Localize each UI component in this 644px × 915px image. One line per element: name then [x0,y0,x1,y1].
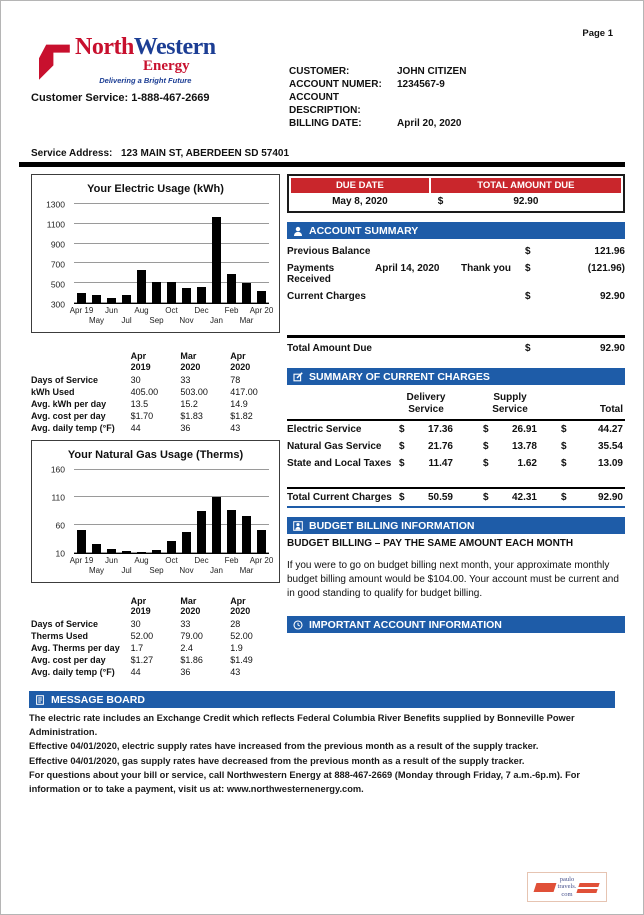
budget-billing-body: If you were to go on budget billing next month, your approximate monthly budget billing amount would be $104.00. Your account must be current and in good standing to qualify for budget billing. [287,560,619,599]
bar-dec [197,287,206,303]
usage-value: $1.83 [180,410,203,421]
usage-value: $1.70 [130,410,154,421]
total-amount-due-row: Total Amount Due $ 92.90 [287,335,625,358]
bar-mar [242,283,251,303]
usage-value: 43 [230,422,241,433]
x-tick-label: Apr 19 [69,306,94,315]
x-tick-label: Nov [179,565,194,575]
bar-slot [149,204,164,303]
x-tick-label: Mar [239,565,254,575]
bar-slot [254,204,269,303]
electric-usage-table [31,350,280,434]
x-tick-label: Jan [210,565,223,575]
usage-row-label: Avg. cost per day [31,655,106,666]
usage-value: 44 [130,422,141,433]
document-icon [35,695,45,705]
usage-row [31,410,280,422]
bar-apr-20 [257,291,266,303]
usage-row-label: Therms Used [31,631,89,642]
current-charges-row: Current Charges $ 92.90 [287,291,625,302]
usage-row [31,666,280,678]
due-date-value: May 8, 2020 [332,196,388,207]
y-tick-label: 1100 [46,218,65,229]
usage-row [31,618,280,630]
usage-row [31,642,280,654]
message-1: The electric rate includes an Exchange Credit which reflects Federal Columbia River Benefits supplied by Bonneville Power Administration. [29,713,575,737]
usage-value: 52.00 [230,631,253,642]
usage-row [31,374,280,386]
bar-slot [104,470,119,553]
usage-row-label: Avg. kWh per day [31,398,107,409]
usage-row [31,654,280,666]
x-tick-label: Oct [165,306,178,315]
x-tick-label: Jul [121,565,132,575]
x-tick-label: Aug [134,555,149,565]
usage-value: 14.9 [230,398,248,409]
usage-col-header: Apr 2020 [230,595,251,617]
header [1,1,643,130]
bar-slot [89,470,104,553]
usage-row-label: Avg. cost per day [31,410,106,421]
usage-col-header: Apr 2019 [130,351,151,372]
person-icon [293,226,303,236]
usage-value: 30 [130,374,141,385]
bar-slot [194,470,209,553]
usage-value: 33 [180,374,191,385]
usage-value: 15.2 [180,398,198,409]
compose-icon [293,372,303,382]
usage-row-label: kWh Used [31,386,75,397]
bar-slot [224,204,239,303]
billing-date-row: BILLING DATE: April 20, 2020 [289,118,462,129]
summary-column [287,174,625,637]
currency-symbol: $ [437,196,444,207]
customer-service-line: Customer Service: 1-888-467-2669 [31,92,210,104]
customer-info [289,65,615,130]
bar-oct [167,282,176,303]
y-tick-label: 60 [55,520,65,531]
message-4: For questions about your bill or service, call Northwestern Energy at 888-467-2669 (Monday through Friday, 7 a.m.-6p.m). For information or to take a payment, visit us at: www.northwesternenergy.com. [29,770,581,794]
bar-feb [227,510,236,553]
bar-slot [149,470,164,553]
x-tick-label: Nov [179,316,194,325]
bar-slot [134,470,149,553]
y-axis-labels [38,464,70,559]
electric-usage-chart [31,174,280,333]
bar-aug [137,270,146,303]
account-description-row: ACCOUNT DESCRIPTION: [289,92,361,116]
usage-value: 79.00 [180,631,203,642]
person-box-icon [293,521,303,531]
gas-usage-chart [31,440,280,583]
usage-value: $1.27 [130,655,154,666]
x-tick-label: Sep [149,565,164,575]
previous-balance-row: Previous Balance $ 121.96 [287,246,625,257]
bar-jul [122,295,131,303]
usage-value: $1.49 [230,655,253,666]
usage-value: 503.00 [180,386,208,397]
bar-sep [152,550,161,553]
bar-slot [164,204,179,303]
usage-row [31,422,280,434]
bars [74,470,269,553]
usage-value: $1.82 [230,410,253,421]
x-tick-label: Dec [194,555,209,565]
usage-value: 1.9 [230,643,243,654]
bar-slot [104,204,119,303]
x-tick-label: May [88,316,105,325]
current-charges-header: SUMMARY OF CURRENT CHARGES [287,368,625,385]
x-axis-labels [69,554,274,580]
x-tick-label: Apr 20 [249,306,274,315]
x-tick-label: May [88,565,105,575]
usage-row [31,630,280,642]
bar-jan [212,497,221,552]
logo-energy: Energy [142,58,190,74]
due-date-table [287,174,625,213]
bar-slot [134,204,149,303]
x-tick-label: Aug [134,306,149,315]
usage-col-header: Apr 2020 [230,351,251,372]
natural-gas-service-row: Natural Gas Service $ 21.76 $ 13.78 $ 35.54 [287,441,623,452]
bar-slot [254,470,269,553]
watermark-shape-right [579,883,600,887]
usage-value: 36 [180,422,191,433]
usage-row [31,386,280,398]
plot-area [74,204,269,304]
usage-value: 44 [130,667,141,678]
usage-row-label: Avg. daily temp (°F) [31,422,115,433]
y-tick-label: 500 [50,278,65,289]
usage-value: 28 [230,619,241,630]
chart-title: Your Electric Usage (kWh) [87,183,224,195]
amount-due-value: $ 92.90 [437,196,539,207]
bar-slot [239,470,254,553]
usage-row-label: Avg. Therms per day [31,643,120,654]
x-tick-label: Jun [105,555,118,565]
bar-may [92,295,101,303]
page-number: Page 1 [582,28,613,39]
usage-value: 2.4 [180,643,193,654]
watermark-text: paulo travels. com [557,875,577,898]
x-axis-labels [69,304,274,330]
bar-feb [227,274,236,303]
usage-row-label: Days of Service [31,374,99,385]
usage-col-header: Mar 2020 [180,351,201,372]
state-local-taxes-row: State and Local Taxes $ 11.47 $ 1.62 $ 13.09 [287,458,623,469]
bar-mar [242,516,251,553]
logo-name: NorthWestern [75,34,216,60]
bar-apr-19 [77,530,86,552]
clock-icon [293,620,303,630]
electric-service-row: Electric Service $ 17.36 $ 26.91 $ 44.27 [287,424,623,435]
y-axis-labels [38,198,70,309]
usage-value: 417.00 [230,386,258,397]
bar-slot [239,204,254,303]
bar-slot [224,470,239,553]
bars [74,204,269,303]
bar-nov [182,288,191,303]
bar-apr-20 [257,530,266,552]
bar-apr-19 [77,293,86,303]
y-tick-label: 700 [50,258,65,269]
usage-col-spacer [31,350,131,374]
y-tick-label: 110 [51,492,65,503]
x-tick-label: Jan [210,316,223,325]
x-tick-label: Apr 19 [69,555,94,565]
account-summary-header: ACCOUNT SUMMARY [287,222,625,239]
bar-slot [179,470,194,553]
bar-oct [167,541,176,553]
x-tick-label: Feb [224,306,239,315]
bar-slot [194,204,209,303]
y-tick-label: 900 [50,238,65,249]
total-current-charges-row: Total Current Charges $ 50.59 $ 42.31 $ 92.90 [287,487,625,508]
x-tick-label: Sep [149,316,164,325]
usage-value: 30 [130,619,141,630]
bar-slot [119,204,134,303]
x-tick-label: Mar [239,316,254,325]
customer-row: CUSTOMER: JOHN CITIZEN [289,66,467,77]
budget-billing-section [287,517,625,601]
budget-billing-header: BUDGET BILLING INFORMATION [287,517,625,534]
important-info-header: IMPORTANT ACCOUNT INFORMATION [287,616,625,633]
charges-column-headers: Delivery Service Supply Service Total [287,389,625,421]
bar-jul [122,551,131,553]
x-tick-label: Jul [121,316,132,325]
bar-jun [107,298,116,303]
usage-value: 1.7 [130,643,144,654]
message-3: Effective 04/01/2020, gas supply rates have decreased from the previous month as a result of the supply tracker. [29,755,525,766]
usage-value: $1.86 [180,655,203,666]
x-tick-label: Jun [105,306,118,315]
usage-column [31,174,280,678]
usage-col-header: Apr 2019 [130,595,151,617]
bar-slot [74,470,89,553]
logo-tagline: Delivering a Bright Future [99,75,192,85]
logo-text [75,35,216,85]
northwestern-logo-mark-icon [31,37,71,89]
usage-value: 33 [180,619,191,630]
message-board [29,691,615,796]
summary-of-current-charges [287,368,625,508]
y-tick-label: 1300 [46,198,65,209]
x-tick-label: Oct [165,555,178,565]
usage-col-spacer [31,595,131,619]
x-tick-label: Feb [224,555,239,565]
bar-may [92,544,101,553]
x-tick-label: Dec [194,306,209,315]
y-tick-label: 300 [50,298,65,309]
usage-value: 43 [230,667,241,678]
usage-row-label: Avg. daily temp (°F) [31,667,115,678]
usage-value: 52.00 [130,631,154,642]
usage-col-header: Mar 2020 [180,595,201,617]
plot-area [74,470,269,554]
bar-slot [209,470,224,553]
bar-slot [89,204,104,303]
bar-slot [179,204,194,303]
x-tick-label: Apr 20 [249,555,274,565]
gas-usage-table [31,595,280,679]
bar-jan [212,217,221,303]
total-amount-due-header: TOTAL AMOUNT DUE [431,178,621,193]
bar-slot [209,204,224,303]
paulo-travels-watermark [527,872,607,902]
usage-value: 36 [180,667,191,678]
bar-nov [182,532,191,552]
usage-value: 13.5 [130,398,149,409]
due-date-header: DUE DATE [291,178,429,193]
budget-billing-subtitle: BUDGET BILLING – PAY THE SAME AMOUNT EACH MONTH [287,538,574,549]
usage-value: 405.00 [130,386,159,397]
chart-title: Your Natural Gas Usage (Therms) [67,448,244,461]
y-tick-label: 160 [50,464,65,475]
account-number-row: ACCOUNT NUMER: 1234567-9 [289,79,445,90]
message-2: Effective 04/01/2020, electric supply rates have increased from the previous month as a result of the supply tracker. [29,741,539,752]
bar-dec [197,511,206,553]
y-tick-label: 10 [55,548,65,559]
service-address: Service Address: 123 MAIN ST, ABERDEEN SD 57401 [31,148,290,159]
usage-row [31,398,280,410]
bar-slot [119,470,134,553]
bar-sep [152,282,161,303]
bar-slot [74,204,89,303]
message-board-header: MESSAGE BOARD [29,691,615,708]
watermark-shape-left [533,883,556,892]
logo-block [31,35,289,130]
usage-value: 78 [230,374,241,385]
bar-jun [107,549,116,552]
payments-received-row: Payments Received April 14, 2020 Thank you $ (121.96) [287,263,625,285]
bar-aug [137,552,146,553]
usage-row-label: Days of Service [31,619,99,630]
bar-slot [164,470,179,553]
